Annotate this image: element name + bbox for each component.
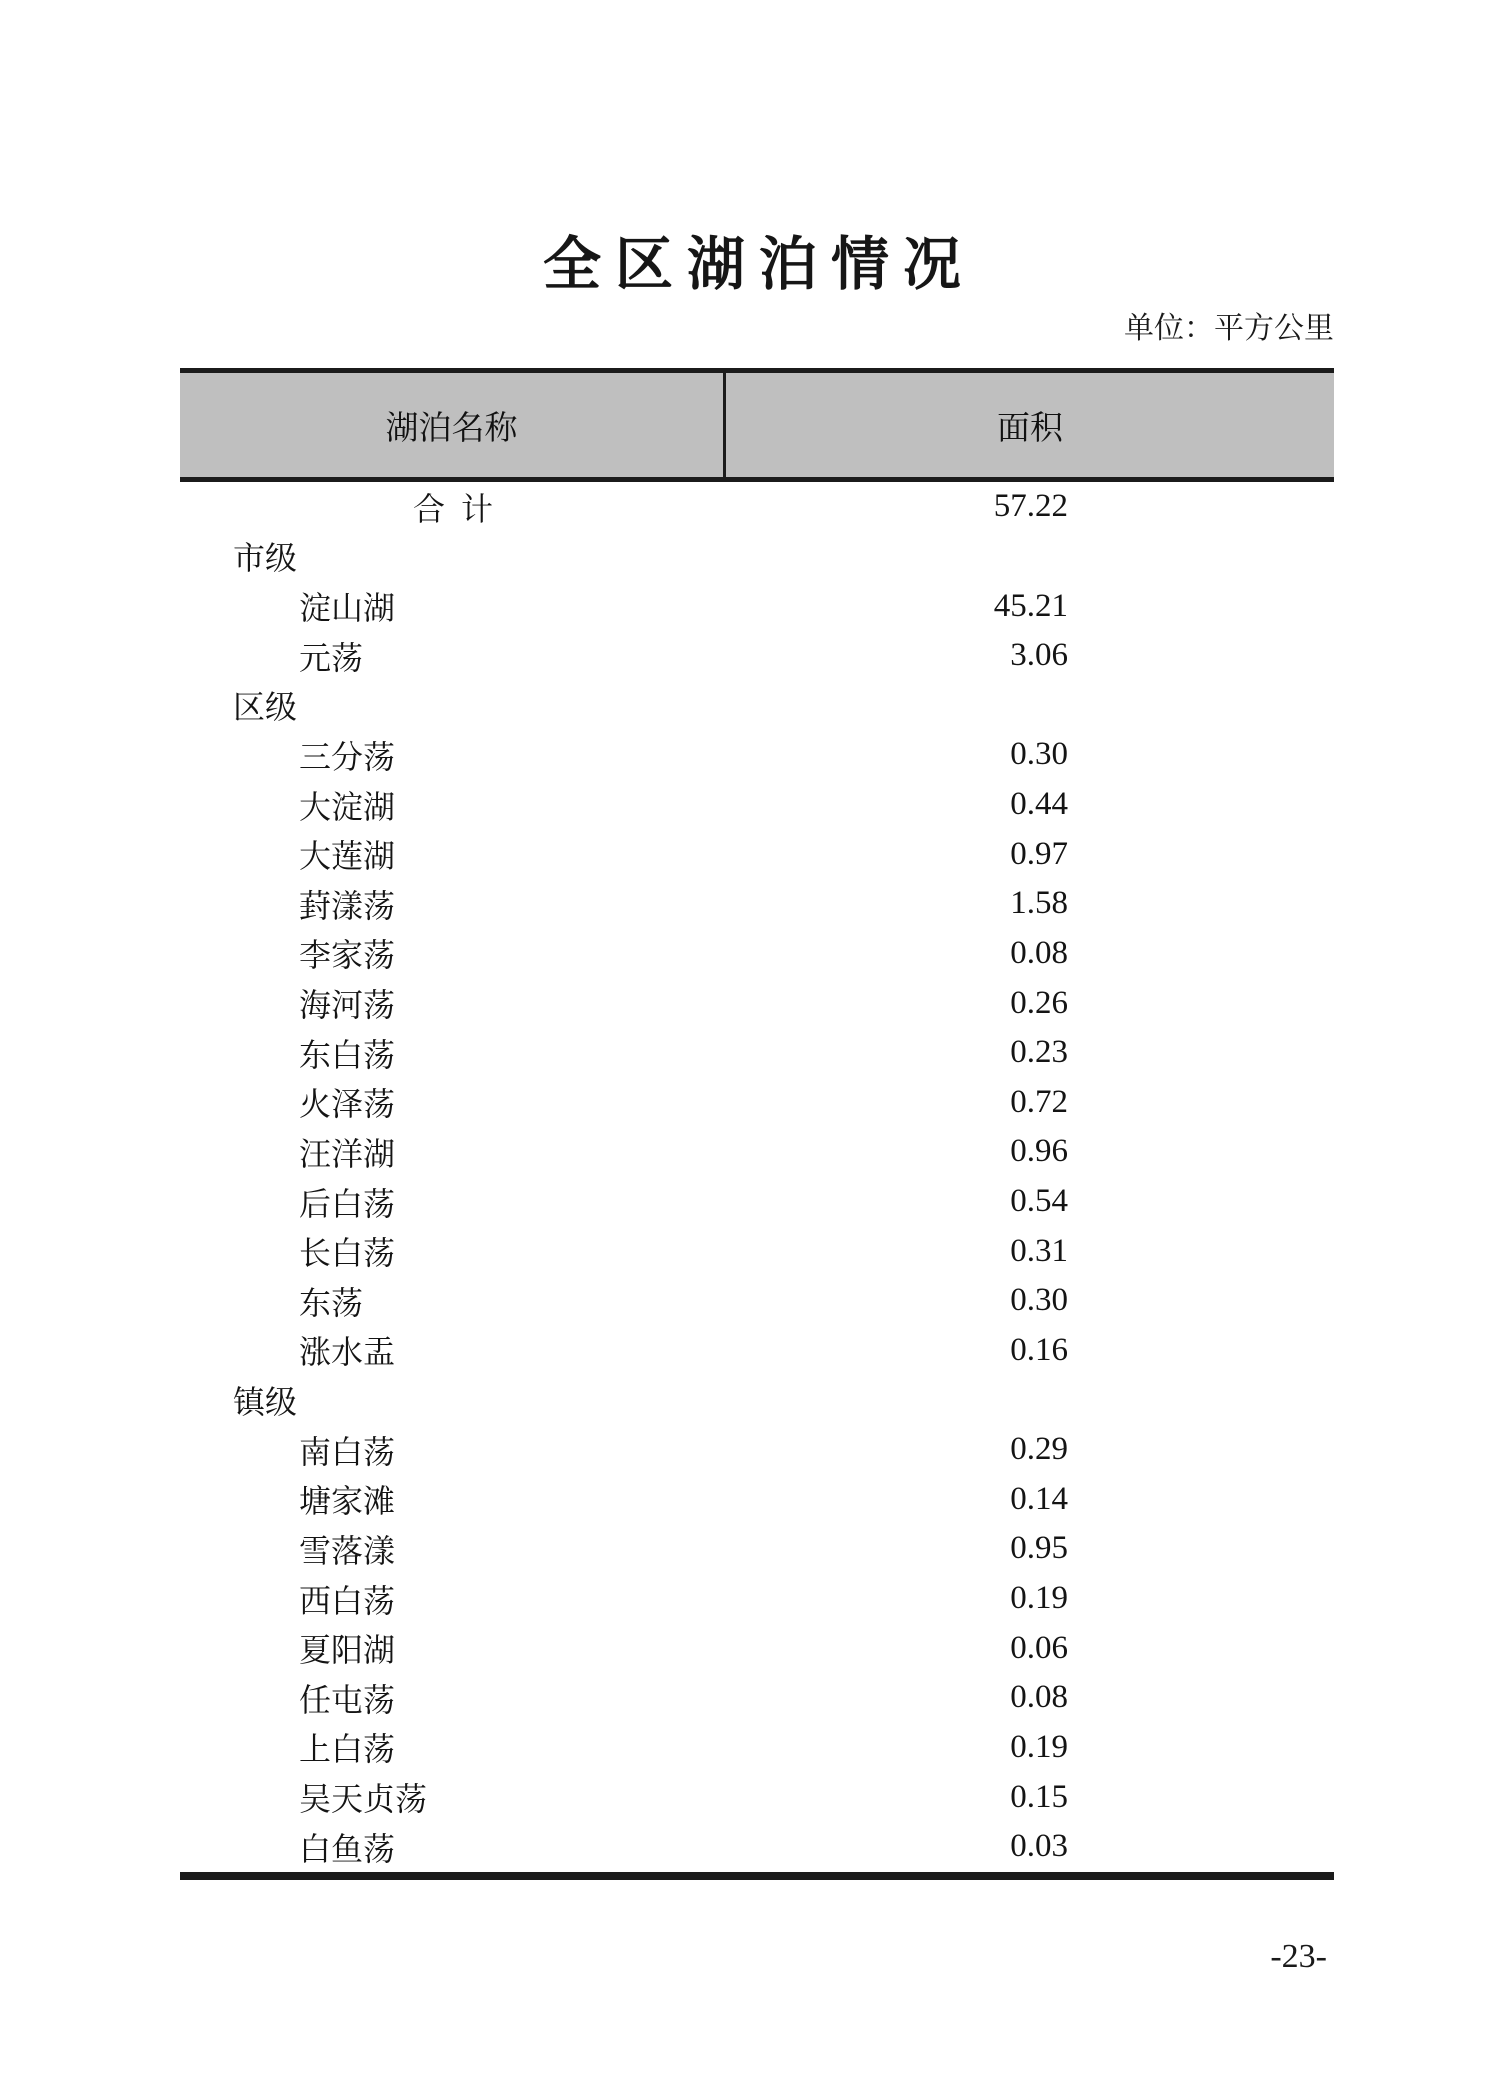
table-row: [180, 1822, 1334, 1872]
lake-name: 涨水盂: [299, 1334, 396, 1371]
area-value: 0.44: [1010, 786, 1068, 823]
table-row: [180, 1375, 1334, 1425]
lake-name: 淀山湖: [299, 590, 396, 627]
area-value: 0.14: [1010, 1480, 1068, 1517]
area-value: 0.16: [1010, 1331, 1068, 1368]
area-value: 3.06: [1010, 637, 1068, 674]
area-value: 57.22: [993, 488, 1068, 525]
area-value: 0.19: [1010, 1728, 1068, 1765]
lake-name: 后白荡: [299, 1185, 396, 1222]
area-value: 0.15: [1010, 1778, 1068, 1815]
area-value: 45.21: [993, 587, 1068, 624]
table-row: [180, 1524, 1334, 1574]
table-row: [180, 1177, 1334, 1227]
area-value: 0.06: [1010, 1629, 1068, 1666]
table-row: [180, 1326, 1334, 1376]
table-row: [180, 681, 1334, 731]
lake-name: 南白荡: [299, 1433, 396, 1470]
lake-name: 火泽荡: [299, 1086, 396, 1123]
lake-name: 塘家滩: [299, 1483, 396, 1520]
table-row: [180, 1226, 1334, 1276]
table-row: [180, 1574, 1334, 1624]
lake-name: 汪洋湖: [299, 1135, 396, 1172]
area-value: 0.31: [1010, 1232, 1068, 1269]
area-value: 0.19: [1010, 1580, 1068, 1617]
table-row: [180, 1772, 1334, 1822]
lake-name: 元荡: [299, 639, 364, 676]
area-value: 1.58: [1010, 885, 1068, 922]
table-row: [180, 581, 1334, 631]
lake-name: 白鱼荡: [299, 1830, 396, 1867]
lake-name: 大莲湖: [299, 838, 396, 875]
lake-name: 东荡: [299, 1284, 364, 1321]
page-number: -23-: [1270, 1938, 1327, 1975]
lakes-table: [180, 368, 1334, 1880]
area-value: 0.08: [1010, 934, 1068, 971]
table-header: [180, 373, 1334, 482]
table-row: [180, 730, 1334, 780]
area-value: 0.30: [1010, 1282, 1068, 1319]
table-row: [180, 1673, 1334, 1723]
lake-name: 夏阳湖: [299, 1632, 396, 1669]
category-label: 区级: [233, 689, 298, 726]
lake-name: 葑漾荡: [299, 887, 396, 924]
lake-name: 上白荡: [299, 1731, 396, 1768]
area-value: 0.23: [1010, 1034, 1068, 1071]
column-header-area: 面积: [997, 410, 1063, 447]
unit-note: 单位：平方公里: [1124, 312, 1334, 345]
table-row: [180, 879, 1334, 929]
table-row: [180, 929, 1334, 979]
area-value: 0.26: [1010, 984, 1068, 1021]
area-value: 0.72: [1010, 1083, 1068, 1120]
lake-name: 西白荡: [299, 1582, 396, 1619]
table-row: [180, 1425, 1334, 1475]
lake-name: 雪落漾: [299, 1532, 396, 1569]
area-value: 0.30: [1010, 736, 1068, 773]
table-body: [180, 482, 1334, 1872]
table-row: [180, 631, 1334, 681]
area-value: 0.95: [1010, 1530, 1068, 1567]
table-row: [180, 1723, 1334, 1773]
table-row: [180, 1276, 1334, 1326]
table-row: [180, 829, 1334, 879]
table-row: [180, 1127, 1334, 1177]
area-value: 0.97: [1010, 835, 1068, 872]
table-row: [180, 1028, 1334, 1078]
category-label: 镇级: [233, 1384, 298, 1421]
lake-name: 长白荡: [299, 1235, 396, 1272]
column-header-lake-name: 湖泊名称: [180, 373, 726, 477]
area-value: 0.03: [1010, 1828, 1068, 1865]
area-value: 0.08: [1010, 1679, 1068, 1716]
lake-name: 任屯荡: [299, 1681, 396, 1718]
table-row: [180, 780, 1334, 830]
category-label: 市级: [233, 540, 298, 577]
area-value: 0.96: [1010, 1133, 1068, 1170]
page-title: 全区湖泊情况: [542, 232, 975, 297]
table-row: [180, 532, 1334, 582]
table-row: [180, 1475, 1334, 1525]
table-row: [180, 1623, 1334, 1673]
total-label: 合 计: [412, 490, 493, 527]
lake-name: 李家荡: [299, 937, 396, 974]
lake-name: 东白荡: [299, 1036, 396, 1073]
lake-name: 海河荡: [299, 987, 396, 1024]
lake-name: 吴天贞荡: [299, 1781, 428, 1818]
area-value: 0.29: [1010, 1431, 1068, 1468]
lake-name: 大淀湖: [299, 788, 396, 825]
table-row: [180, 978, 1334, 1028]
lake-name: 三分荡: [299, 738, 396, 775]
table-row: [180, 1078, 1334, 1128]
area-value: 0.54: [1010, 1183, 1068, 1220]
table-row: [180, 482, 1334, 532]
